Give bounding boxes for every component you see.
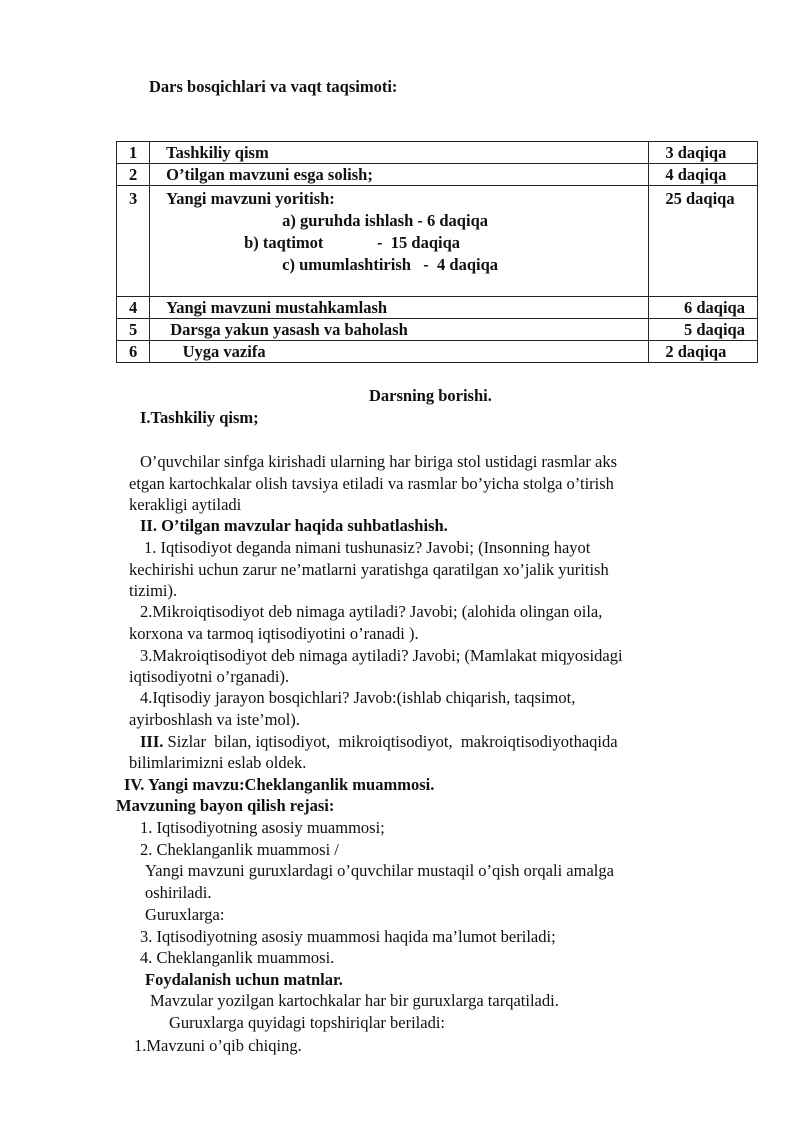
page-heading: Dars bosqichlari va vaqt taqsimoti: <box>149 77 398 96</box>
question-line: 1. Iqtisodiyot deganda nimani tushunasiz? Javobi; (Insonning hayot <box>144 538 591 557</box>
table-row <box>117 142 758 164</box>
row-substep: a) guruhda ishlash - 6 daqiqa <box>282 211 488 230</box>
section-label: III. <box>140 732 164 751</box>
paragraph-line: kerakligi aytiladi <box>129 495 242 514</box>
summary-line: bilimlarimizni eslab oldek. <box>129 753 307 772</box>
question-line: ayirboshlash va iste’mol). <box>129 710 300 729</box>
question-line: korxona va tarmoq iqtisodiyotini o’ranadi ). <box>129 624 419 643</box>
question-line: 3.Makroiqtisodiyot deb nimaga aytiladi? Javobi; (Mamlakat miqyosidagi <box>140 646 623 665</box>
row-substep: c) umumlashtirish - 4 daqiqa <box>282 255 499 274</box>
section-heading: Foydalanish uchun matnlar. <box>145 970 343 989</box>
lesson-plan-table <box>116 141 758 363</box>
table-row <box>117 164 758 186</box>
row-number: 6 <box>117 341 150 363</box>
paragraph-line: O’quvchilar sinfga kirishadi ularning har biriga stol ustidagi rasmlar aks <box>140 452 618 471</box>
row-time: 25 daqiqa <box>649 186 758 297</box>
table-row <box>117 341 758 363</box>
section-heading: Mavzuning bayon qilish rejasi: <box>116 796 335 815</box>
row-stage: Tashkiliy qism <box>150 142 649 164</box>
row-stage: Darsga yakun yasash va baholash <box>150 319 649 341</box>
paragraph-line: Yangi mavzuni guruxlardagi o’quvchilar mustaqil o’qish orqali amalga <box>145 861 614 880</box>
question-line: tizimi). <box>129 581 178 600</box>
row-time: 6 daqiqa <box>649 297 758 319</box>
row-stage: Yangi mavzuni mustahkamlash <box>150 297 649 319</box>
row-number: 1 <box>117 142 150 164</box>
row-substep: b) taqtimot - 15 daqiqa <box>244 233 461 252</box>
paragraph-line: 1.Mavzuni o’qib chiqing. <box>134 1036 302 1055</box>
list-item: 2. Cheklanganlik muammosi / <box>140 840 339 859</box>
row-stage: Uyga vazifa <box>150 341 649 363</box>
row-number: 5 <box>117 319 150 341</box>
table-row <box>117 319 758 341</box>
row-time: 2 daqiqa <box>649 341 758 363</box>
row-number: 3 <box>117 186 150 297</box>
row-stage-title: Yangi mavzuni yoritish: <box>166 189 335 208</box>
summary-line <box>140 732 618 752</box>
section-heading: IV. Yangi mavzu:Cheklanganlik muammosi. <box>124 775 435 794</box>
table-row <box>117 186 758 297</box>
list-item: 4. Cheklanganlik muammosi. <box>140 948 335 967</box>
table-row <box>117 297 758 319</box>
section-heading: II. O’tilgan mavzular haqida suhbatlashish. <box>140 516 448 535</box>
paragraph-line: etgan kartochkalar olish tavsiya etiladi va rasmlar bo’yicha stolga o’tirish <box>129 474 614 493</box>
question-line: iqtisodiyotni o’rganadi). <box>129 667 290 686</box>
row-time: 4 daqiqa <box>649 164 758 186</box>
row-stage: O’tilgan mavzuni esga solish; <box>150 164 649 186</box>
row-time: 5 daqiqa <box>649 319 758 341</box>
section-heading: I.Tashkiliy qism; <box>140 408 259 427</box>
question-line: 4.Iqtisodiy jarayon bosqichlari? Javob:(ishlab chiqarish, taqsimot, <box>140 688 576 707</box>
row-time: 3 daqiqa <box>649 142 758 164</box>
list-item: 1. Iqtisodiyotning asosiy muammosi; <box>140 818 385 837</box>
paragraph-line: Mavzular yozilgan kartochkalar har bir guruxlarga tarqatiladi. <box>150 991 559 1010</box>
row-stage <box>150 186 649 297</box>
summary-text: Sizlar bilan, iqtisodiyot, mikroiqtisodiyot, makroiqtisodiyothaqida <box>163 732 618 751</box>
paragraph-line: oshiriladi. <box>145 883 212 902</box>
section-title: Darsning borishi. <box>369 386 492 405</box>
paragraph-line: Guruxlarga: <box>145 905 225 924</box>
paragraph-line: Guruxlarga quyidagi topshiriqlar beriladi: <box>169 1013 446 1032</box>
question-line: kechirishi uchun zarur ne’matlarni yaratishga qaratilgan xo’jalik yuritish <box>129 560 609 579</box>
row-number: 2 <box>117 164 150 186</box>
list-item: 3. Iqtisodiyotning asosiy muammosi haqida ma’lumot beriladi; <box>140 927 556 946</box>
row-number: 4 <box>117 297 150 319</box>
question-line: 2.Mikroiqtisodiyot deb nimaga aytiladi? Javobi; (alohida olingan oila, <box>140 602 603 621</box>
